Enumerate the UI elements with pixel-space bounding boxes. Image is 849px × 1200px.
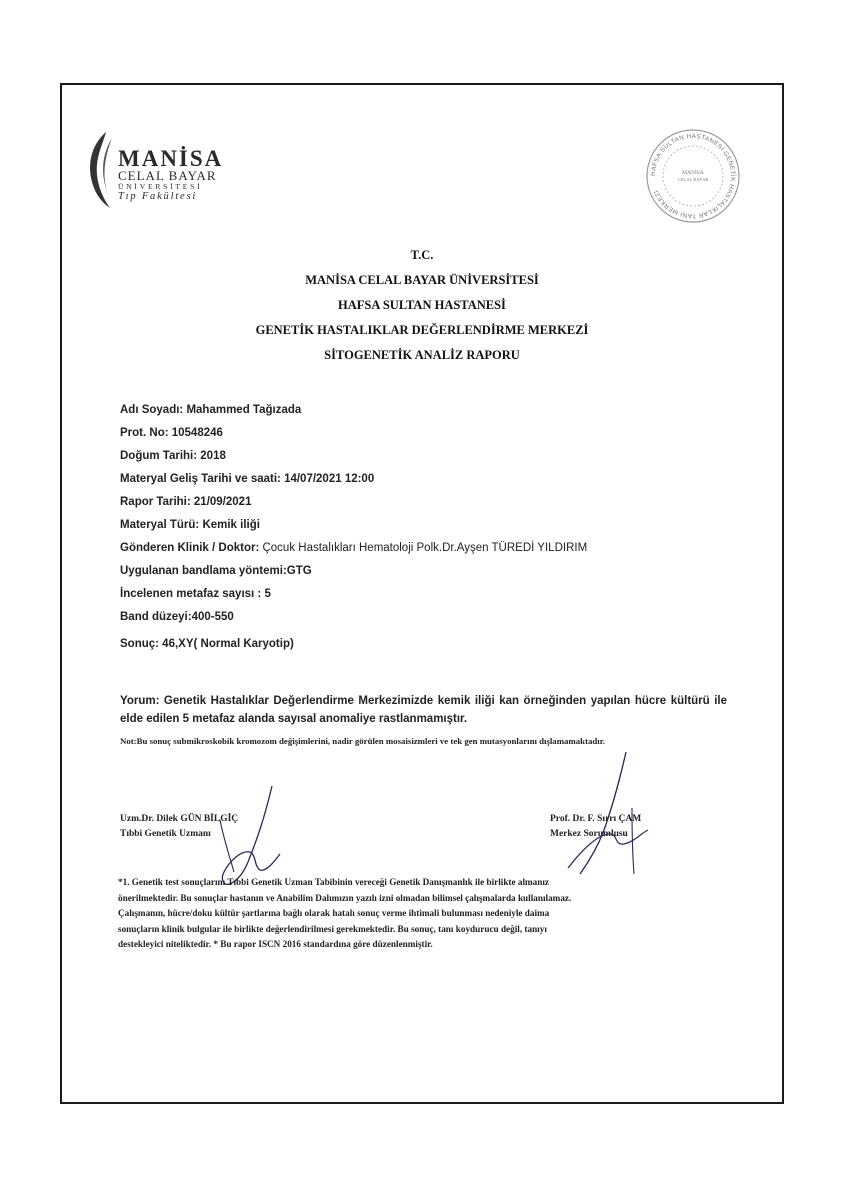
genetics-center-seal bbox=[644, 127, 742, 225]
logo-line-2: CELAL BAYAR bbox=[118, 168, 217, 183]
logo-line-1: MANİSA bbox=[118, 146, 224, 171]
signer-right-title: Merkez Sorumlusu bbox=[550, 829, 628, 839]
footer-line-3: Çalışmanın, hücre/doku kültür şartlarına bağlı olarak hatalı sonuç verme ihtimali bulunması nedeniyle daima bbox=[118, 908, 550, 919]
field-band-level: Band düzeyi:400-550 bbox=[120, 611, 234, 623]
header-tc: T.C. bbox=[410, 248, 434, 262]
header-university: MANİSA CELAL BAYAR ÜNİVERSİTESİ bbox=[305, 273, 539, 287]
field-report-date: Rapor Tarihi: 21/09/2021 bbox=[120, 496, 252, 508]
university-logo bbox=[80, 128, 240, 210]
field-birth-date: Doğum Tarihi: 2018 bbox=[120, 450, 226, 462]
signature-right bbox=[550, 812, 641, 842]
footer-line-4: sonuçların klinik bulgular ile birlikte değerlendirilmesi gerekmektedir. Bu sonuç, tanı koydurucu değil, tanıyı bbox=[118, 923, 547, 934]
field-metaphase-count: İncelenen metafaz sayısı : 5 bbox=[120, 588, 271, 600]
footer-line-2: önerilmektedir. Bu sonuçlar hastanın ve Anabilim Dalımızın yazılı izni olmadan bilimsel çalışmalarda kullanılamaz. bbox=[118, 892, 572, 903]
field-material-type: Materyal Türü: Kemik iliği bbox=[120, 519, 260, 531]
logo-line-4: Tıp Fakültesi bbox=[118, 191, 198, 202]
header-report-title: SİTOGENETİK ANALİZ RAPORU bbox=[324, 348, 520, 362]
disclaimer-note: Not:Bu sonuç submikroskobik kromozom değişimlerini, nadir görülen mosaisizmleri ve tek gen mutasyonlarını dışlamamaktadır. bbox=[120, 736, 606, 746]
footer-line-5: destekleyici niteliktedir. * Bu rapor ISCN 2016 standardına göre düzenlenmiştir. bbox=[118, 939, 433, 950]
signer-left-name: Uzm.Dr. Dilek GÜN BİLGİÇ bbox=[120, 814, 239, 824]
signer-right-name: Prof. Dr. F. Sırrı ÇAM bbox=[550, 814, 642, 824]
interpretation-text: Yorum: Genetik Hastalıklar Değerlendirme Merkezimizde kemik iliği kan örneğinden yapılan hücre kültürü ile elde edilen 5 metafaz alanda sayısal anomaliye rastlanmamıştır. bbox=[120, 695, 727, 725]
field-protocol: Prot. No: 10548246 bbox=[120, 427, 223, 439]
flame-logo-icon bbox=[80, 128, 120, 210]
logo-line-3: ÜNİVERSİTESİ bbox=[118, 182, 203, 191]
footer-notes bbox=[118, 875, 730, 953]
field-banding-method: Uygulanan bandlama yöntemi:GTG bbox=[120, 565, 312, 577]
field-material-arrival: Materyal Geliş Tarihi ve saati: 14/07/2021 12:00 bbox=[120, 473, 375, 485]
signature-left bbox=[120, 812, 238, 842]
header-hospital: HAFSA SULTAN HASTANESİ bbox=[338, 298, 506, 312]
field-name: Adı Soyadı: Mahammed Tağızada bbox=[120, 404, 302, 416]
field-sending-clinic: Gönderen Klinik / Doktor: Çocuk Hastalıkları Hematoloji Polk.Dr.Ayşen TÜREDİ YILDIRIM bbox=[120, 542, 588, 554]
seal-ring-text: HAFSA SULTAN HASTANESİ GENETİK HASTALIKLAR TANI MERKEZİ bbox=[649, 132, 737, 220]
header-center: GENETİK HASTALIKLAR DEĞERLENDİRME MERKEZİ bbox=[255, 323, 589, 337]
field-result: Sonuç: 46,XY( Normal Karyotip) bbox=[120, 638, 294, 650]
patient-fields bbox=[120, 399, 587, 656]
footer-line-1: *1. Genetik test sonuçlarını Tıbbi Genetik Uzman Tabibinin vereceği Genetik Danışmanlık ile birlikte almanız bbox=[118, 877, 549, 887]
signer-left-title: Tıbbi Genetik Uzmanı bbox=[120, 829, 211, 839]
svg-text:HAFSA SULTAN HASTANESİ GENETİK bbox=[650, 133, 738, 219]
seal-center-1: MANİSA bbox=[682, 170, 704, 176]
seal-center-2: CELAL BAYAR bbox=[677, 177, 709, 182]
report-header bbox=[60, 243, 784, 368]
